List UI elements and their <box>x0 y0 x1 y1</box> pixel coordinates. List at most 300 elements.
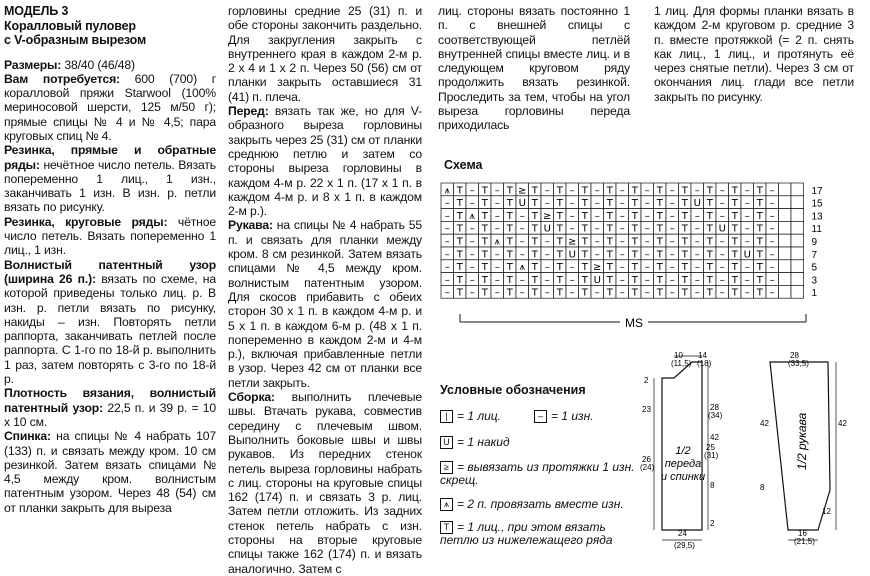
chart-cell-symbol: – <box>644 210 650 222</box>
dim-sleeve-top-alt: (33,5) <box>788 359 809 368</box>
chart-cell-symbol: T <box>681 236 688 248</box>
chart-cell-symbol: T <box>531 210 538 222</box>
rib-round-label: Резинка, круговые ряды: <box>4 214 168 229</box>
chart-cell-symbol: – <box>619 236 625 248</box>
chart-cell-symbol: – <box>744 223 750 235</box>
chart-cell-symbol: – <box>669 210 675 222</box>
chart-cell-symbol: – <box>669 249 675 261</box>
chart-cell-symbol: – <box>719 249 725 261</box>
rib-value: нечётное число петель. Вязать попеременно 1 лиц., 1 изн., заканчивать 1 изн. В изн. р. петли вязать по рисунку. <box>4 157 216 215</box>
legend-text: = 1 накид <box>457 435 510 449</box>
chart-cell-symbol: – <box>669 198 675 210</box>
back-value: на спицы № 4 набрать 107 (133) п. и связать между кром. 10 см резинкой. Затем вязать спицами № 4,5 между кром. волнистым патентным узором. Через 48 (54) см от планки закрыть для выреза <box>4 429 216 515</box>
chart-cell-symbol: T <box>556 287 563 299</box>
chart-cell-symbol: – <box>594 185 600 197</box>
sleeve-value: на спицы № 4 набрать 55 п. и связать для планки между кром. 8 см резинкой. Затем вязать спицами № 4,5 между кром. волнистым патентным узором. Для скосов прибавить с обеих сторон 30 х 1 п. в каждом 4-м р. и 5 х 1 п. в каждом 6-м р. (48 х 1 п. попеременно в каждом 2-м и 4-м р.), включая прибавленные петли в узор. Через 42 см от планки все петли закрыть. <box>228 218 422 390</box>
chart-cell-symbol: T <box>581 185 588 197</box>
chart-cell-symbol: T <box>556 210 563 222</box>
chart-cell-symbol: T <box>681 274 688 286</box>
chart-cell <box>779 221 792 234</box>
sizes-label: Размеры: <box>4 57 62 72</box>
chart-cell-symbol: – <box>644 223 650 235</box>
chart-cell-symbol: T <box>556 185 563 197</box>
chart-cell-symbol: – <box>544 262 550 274</box>
chart-cell <box>791 234 804 247</box>
chart-cell-symbol: – <box>669 262 675 274</box>
chart-cell-symbol: – <box>469 274 475 286</box>
chart-cell-symbol: – <box>594 236 600 248</box>
chart-cell-symbol: – <box>769 198 775 210</box>
chart-cell-symbol: T <box>656 223 663 235</box>
chart-cell-symbol: T <box>731 249 738 261</box>
chart-cell-symbol: T <box>731 185 738 197</box>
chart-cell-symbol: – <box>594 210 600 222</box>
chart-cell-symbol: T <box>506 223 513 235</box>
chart-cell-symbol: T <box>731 210 738 222</box>
chart-cell-symbol: T <box>656 198 663 210</box>
chart-cell-symbol: T <box>631 185 638 197</box>
chart-cell-symbol: T <box>706 210 713 222</box>
chart-cell-symbol: – <box>569 210 575 222</box>
chart-cell-symbol: ⩚ <box>444 185 451 197</box>
chart-cell-symbol: – <box>469 262 475 274</box>
chart-cell-symbol: T <box>506 262 513 274</box>
density-paragraph <box>4 386 216 429</box>
density-label: Плотность вязания, волнистый патентный узор: <box>4 386 216 415</box>
chart-cell-symbol: – <box>669 287 675 299</box>
rapport-bracket <box>460 314 806 330</box>
dim-slope: 2 <box>644 376 649 385</box>
chart-cell-symbol: – <box>769 287 775 299</box>
chart-cell-symbol: – <box>619 185 625 197</box>
dim-sleeve-bottom: 16 <box>798 529 807 538</box>
front-back-label: 1/2 переда и спинки <box>660 445 706 483</box>
chart-cell-symbol: – <box>469 198 475 210</box>
materials-label: Вам потребуется: <box>4 71 120 86</box>
chart-cell-symbol: T <box>656 185 663 197</box>
chart-cell-symbol: – <box>469 249 475 261</box>
dim-bottom-alt: (29,5) <box>674 541 695 550</box>
chart-cell-symbol: ⩚ <box>469 210 476 222</box>
dim-right-upper-alt: (34) <box>708 411 723 420</box>
chart-cell-symbol: – <box>519 249 525 261</box>
yarnover-symbol: U <box>440 436 453 449</box>
chart-cell-symbol: T <box>506 274 513 286</box>
chart-cell-symbol: – <box>769 274 775 286</box>
chart-cell-symbol: – <box>644 287 650 299</box>
chart-cell-symbol: T <box>506 249 513 261</box>
chart-cell <box>791 247 804 260</box>
chart-cell <box>779 234 792 247</box>
chart-cell-symbol: T <box>756 274 763 286</box>
back-paragraph <box>4 429 216 515</box>
chart-cell-symbol: T <box>531 262 538 274</box>
chart-cell-symbol: T <box>656 249 663 261</box>
chart-cell-symbol: – <box>769 223 775 235</box>
chart-cell-symbol: T <box>606 223 613 235</box>
rib-round-paragraph <box>4 215 216 258</box>
chart-cell-symbol: – <box>544 185 550 197</box>
chart-cell-symbol: T <box>631 198 638 210</box>
chart-cell-symbol: U <box>718 223 726 235</box>
chart-cell-symbol: T <box>631 287 638 299</box>
dim-right-lower: 25 <box>706 443 715 452</box>
chart-cell-symbol: T <box>456 274 463 286</box>
purl-two-together-symbol: ⩚ <box>440 498 453 511</box>
chart-cell-symbol: T <box>706 262 713 274</box>
chart-cell-symbol: – <box>619 249 625 261</box>
chart-cell-symbol: T <box>581 262 588 274</box>
sleeve-label: Рукава: <box>228 218 273 233</box>
chart-cell-symbol: – <box>494 198 500 210</box>
legend-text: = 2 п. провязать вместе изн. <box>457 497 624 511</box>
chart-cell-symbol: – <box>719 185 725 197</box>
chart-cell-symbol: T <box>606 185 613 197</box>
dim-left-mid: 26 <box>642 455 651 464</box>
chart-cell-symbol: T <box>456 198 463 210</box>
chart-cell-symbol: – <box>719 198 725 210</box>
chart-cell-symbol: T <box>631 223 638 235</box>
chart-cell-symbol: – <box>494 249 500 261</box>
wave-paragraph <box>4 258 216 387</box>
chart-cell <box>791 260 804 273</box>
chart-cell-symbol: T <box>631 274 638 286</box>
dim-right-hem: 2 <box>710 519 715 528</box>
chart-cell <box>779 247 792 260</box>
dim-right-band: 8 <box>710 481 715 490</box>
model-title: МОДЕЛЬ 3 Коралловый пуловер с V-образным вырезом <box>4 4 147 47</box>
chart-cell-symbol: – <box>694 236 700 248</box>
chart-cell-symbol: T <box>531 236 538 248</box>
chart-cell-symbol: – <box>569 185 575 197</box>
chart-cell-symbol: T <box>531 198 538 210</box>
chart-cell-symbol: T <box>606 274 613 286</box>
chart-cell-symbol: – <box>769 236 775 248</box>
chart-cell <box>779 273 792 286</box>
chart-cell-symbol: – <box>644 185 650 197</box>
chart-cell-symbol: – <box>769 262 775 274</box>
column-1 <box>4 4 216 515</box>
chart-cell-symbol: T <box>656 274 663 286</box>
chart-cell <box>779 260 792 273</box>
chart-cell-symbol: T <box>481 236 488 248</box>
chart-row-number: 17 <box>811 185 823 197</box>
chart-cell-symbol: – <box>519 210 525 222</box>
front-paragraph <box>228 104 422 218</box>
rib-paragraph <box>4 143 216 214</box>
legend-item-yarnover <box>440 436 510 449</box>
legend-text: = 1 лиц. <box>457 409 501 423</box>
chart-cell-symbol: T <box>656 236 663 248</box>
chart-cell-symbol: T <box>581 236 588 248</box>
chart-cell-symbol: – <box>569 198 575 210</box>
legend-item-knit-below <box>440 521 635 547</box>
chart-row-number: 13 <box>811 211 823 223</box>
legend-text: = 1 лиц., при этом вязать петлю из нижележащего ряда <box>440 520 613 548</box>
schema-title: Схема <box>444 158 483 172</box>
chart-cell-symbol: – <box>444 236 450 248</box>
chart-cell-symbol: U <box>543 223 551 235</box>
chart-cell-symbol: T <box>556 274 563 286</box>
chart-cell-symbol: – <box>744 262 750 274</box>
dim-sleeve-top: 28 <box>790 351 799 360</box>
chart-cell-symbol: – <box>444 198 450 210</box>
chart-grid <box>441 183 804 299</box>
chart-cell-symbol: – <box>744 210 750 222</box>
purl-symbol: – <box>534 410 547 423</box>
chart-cell-symbol: – <box>744 236 750 248</box>
chart-cell-symbol: T <box>506 210 513 222</box>
chart-cell-symbol: – <box>469 223 475 235</box>
chart-cell-symbol: – <box>469 287 475 299</box>
chart-cell-symbol: – <box>644 249 650 261</box>
chart-cell-symbol: T <box>606 262 613 274</box>
chart-cell-symbol: – <box>669 185 675 197</box>
chart-cell-symbol: T <box>631 210 638 222</box>
chart-cell-symbol: – <box>494 274 500 286</box>
chart-cell-symbol: T <box>531 223 538 235</box>
chart-cell-symbol: T <box>481 287 488 299</box>
knitting-chart <box>440 182 840 340</box>
chart-cell-symbol: U <box>568 249 576 261</box>
column-3 <box>438 4 630 133</box>
legend-item-twisted-purl <box>440 461 640 487</box>
chart-cell-symbol: – <box>544 274 550 286</box>
chart-cell-symbol: T <box>556 198 563 210</box>
chart-cell-symbol: U <box>743 249 751 261</box>
chart-cell-symbol: T <box>656 210 663 222</box>
chart-cell-symbol: T <box>756 223 763 235</box>
chart-cell-symbol: T <box>731 287 738 299</box>
knit-symbol: | <box>440 410 453 423</box>
chart-cell-symbol: – <box>494 262 500 274</box>
chart-cell-symbol: – <box>594 249 600 261</box>
chart-cell-symbol: T <box>606 236 613 248</box>
chart-cell-symbol: – <box>619 210 625 222</box>
chart-cell <box>791 209 804 222</box>
chart-cell-symbol: ⩚ <box>494 236 501 248</box>
chart-cell-symbol: T <box>556 236 563 248</box>
chart-cell-symbol: – <box>569 223 575 235</box>
chart-cell-symbol: – <box>769 210 775 222</box>
chart-cell-symbol: – <box>619 287 625 299</box>
chart-cell-symbol: T <box>481 210 488 222</box>
chart-cell-symbol: – <box>569 287 575 299</box>
chart-cell-symbol: – <box>694 223 700 235</box>
chart-cell-symbol: T <box>631 236 638 248</box>
chart-cell-symbol: – <box>669 274 675 286</box>
chart-cell-symbol: – <box>694 210 700 222</box>
chart-cell <box>791 273 804 286</box>
chart-cell-symbol: – <box>444 287 450 299</box>
chart-row-number: 7 <box>811 249 818 261</box>
chart-cell-symbol: – <box>744 274 750 286</box>
legend-text: = вывязать из протяжки 1 изн. скрещ. <box>440 460 635 488</box>
assembly-paragraph <box>228 390 422 576</box>
chart-cell-symbol: – <box>544 198 550 210</box>
chart-cell-symbol: T <box>481 262 488 274</box>
chart-row-number: 15 <box>811 198 823 210</box>
back-label: Спинка: <box>4 429 51 444</box>
chart-cell-symbol: T <box>581 210 588 222</box>
chart-cell-symbol: – <box>494 287 500 299</box>
edging-paragraph: лиц. стороны вязать постоянно 1 п. с внешней спицы с соответствующей петлёй внутренней спицы вместе лиц. и в следующем круговом ряду продолжить вязать резинкой. Проследить за тем, чтобы на угол выреза горловины переда приходилась <box>438 4 630 133</box>
chart-row-number: 9 <box>811 237 818 248</box>
rapport-label: MS <box>625 316 643 330</box>
chart-cell-symbol: T <box>531 274 538 286</box>
chart-cell-symbol: – <box>719 287 725 299</box>
chart-cell-symbol: – <box>444 210 450 222</box>
legend-title: Условные обозначения <box>440 383 586 397</box>
chart-cell-symbol: T <box>506 185 513 197</box>
dim-sleeve-height-right: 42 <box>838 419 847 428</box>
chart-cell-symbol: – <box>719 210 725 222</box>
rib-label: Резинка, прямые и обратные ряды: <box>4 143 216 172</box>
chart-cell-symbol: – <box>719 236 725 248</box>
sizes-value: 38/40 (46/48) <box>61 57 135 72</box>
column-2 <box>228 4 422 576</box>
chart-cell-symbol: T <box>756 210 763 222</box>
chart-cell-symbol: – <box>519 274 525 286</box>
chart-cell <box>779 196 792 209</box>
chart-cell-symbol: T <box>656 262 663 274</box>
chart-cell-symbol: T <box>456 262 463 274</box>
legend-item-purl-two-together <box>440 498 624 511</box>
chart-cell-symbol: T <box>706 223 713 235</box>
chart-cell-symbol: T <box>731 223 738 235</box>
chart-cell-symbol: ⩚ <box>519 262 526 274</box>
chart-cell-symbol: T <box>456 185 463 197</box>
chart-cell <box>779 209 792 222</box>
chart-cell-symbol: T <box>481 185 488 197</box>
dim-right-lower-alt: (31) <box>704 451 719 460</box>
chart-cell-symbol: – <box>769 185 775 197</box>
assembly-value: выполнить плечевые швы. Втачать рукава, совместив середину с плечевым швом. Выполнить боковые швы и швы рукавов. Из передних стенок петель выреза горловины набрать с лиц. стороны на круговые спицы 162 (174) п. и связать 3 р. лиц. Затем петли отложить. Из задних стенок петель набрать с изн. стороны на вторые круговые спицы также 162 (174) п. и вязать аналогично. Затем с <box>228 390 422 576</box>
chart-cell-symbol: – <box>469 185 475 197</box>
chart-cell-symbol: T <box>506 236 513 248</box>
chart-cell-symbol: – <box>444 262 450 274</box>
dim-neck: 23 <box>642 405 651 414</box>
chart-cell-symbol: – <box>744 185 750 197</box>
chart-cell-symbol: T <box>606 210 613 222</box>
chart-cell-symbol: U <box>693 198 701 210</box>
chart-cell-symbol: – <box>519 223 525 235</box>
legend-item-purl <box>534 410 594 423</box>
chart-cell-symbol: T <box>456 249 463 261</box>
dim-sleeve-hem: 12 <box>822 507 831 516</box>
chart-cell-symbol: – <box>644 198 650 210</box>
chart-cell-symbol: – <box>669 223 675 235</box>
chart-cell-symbol: – <box>444 249 450 261</box>
chart-cell-symbol: T <box>556 249 563 261</box>
chart-cell-symbol: T <box>456 287 463 299</box>
materials-value: 600 (700) г кораллoвой пряжи Starwool (100% мериносовой шерсти, 125 м/50 г); прямые спицы № 4 и № 4,5; пара круговых спиц № 4. <box>4 71 216 143</box>
dim-left-mid-alt: (24) <box>640 463 655 472</box>
chart-cell-symbol: T <box>481 198 488 210</box>
chart-cell-symbol: T <box>631 262 638 274</box>
density-value: 22,5 п. и 39 р. = 10 х 10 см. <box>4 400 216 429</box>
chart-cell-symbol: – <box>519 236 525 248</box>
wave-value: вязать по схеме, на которой приведены только лиц. р. В изн. р. петли вязать по рисунку, накиды – изн. Повторять петли раппорта, заканчивать петлей после раппорта. С 1-го по 18-й р. выполнить 1 раз, затем повторять с 3-го по 18-й р. <box>4 271 216 387</box>
chart-cell-symbol: – <box>619 223 625 235</box>
dim-right-total: 42 <box>710 433 719 442</box>
chart-cell-symbol: – <box>594 223 600 235</box>
chart-cell-symbol: T <box>456 236 463 248</box>
chart-cell-symbol: U <box>518 198 526 210</box>
chart-cell-symbol: U <box>593 274 601 286</box>
chart-cell-symbol: T <box>581 287 588 299</box>
chart-cell-symbol: – <box>694 262 700 274</box>
chart-cell-symbol: – <box>569 262 575 274</box>
legend-item-knit <box>440 410 501 423</box>
chart-cell-symbol: T <box>756 198 763 210</box>
chart-cell-symbol: – <box>744 198 750 210</box>
chart-cell-symbol: T <box>731 236 738 248</box>
chart-cell-symbol: T <box>731 198 738 210</box>
chart-cell-symbol: – <box>644 236 650 248</box>
chart-cell-symbol: T <box>756 185 763 197</box>
materials-paragraph <box>4 72 216 143</box>
chart-cell-symbol: ≥ <box>568 236 577 248</box>
chart-cell-symbol: T <box>656 287 663 299</box>
chart-cell-symbol: – <box>694 249 700 261</box>
chart-cell <box>779 285 792 298</box>
sleeve-paragraph <box>228 218 422 390</box>
chart-cell-symbol: – <box>544 249 550 261</box>
wave-label: Волнистый патентный узор (ширина 26 п.): <box>4 257 216 286</box>
chart-cell-symbol: T <box>681 185 688 197</box>
chart-cell-symbol: T <box>681 223 688 235</box>
chart-cell-symbol: T <box>706 274 713 286</box>
dim-bottom: 24 <box>678 529 687 538</box>
chart-cell-symbol: T <box>756 249 763 261</box>
dim-sleeve-height: 42 <box>760 419 769 428</box>
dim-top-left: 10 <box>674 351 683 360</box>
chart-cell-symbol: – <box>619 198 625 210</box>
chart-row-number: 5 <box>811 262 818 274</box>
pattern-diagram <box>640 350 866 553</box>
chart-cell-symbol: T <box>481 223 488 235</box>
chart-cell-symbol: T <box>581 223 588 235</box>
chart-row-number: 11 <box>811 224 822 236</box>
chart-cell-symbol: T <box>456 223 463 235</box>
chart-cell-symbol: – <box>769 249 775 261</box>
chart-cell-symbol: – <box>619 262 625 274</box>
chart-cell-symbol: T <box>631 249 638 261</box>
chart-cell-symbol: T <box>531 185 538 197</box>
chart-row-number: 1 <box>811 288 818 300</box>
chart-row-numbers <box>812 186 824 299</box>
chart-cell-symbol: – <box>494 210 500 222</box>
chart-cell-symbol: T <box>581 198 588 210</box>
chart-cell-symbol: – <box>594 287 600 299</box>
chart-cell-symbol: ≥ <box>543 210 552 222</box>
chart-cell-symbol: T <box>706 236 713 248</box>
chart-cell-symbol: T <box>681 262 688 274</box>
dim-top-left-alt: (11,5) <box>671 359 692 368</box>
chart-cell-symbol: ≥ <box>518 185 527 197</box>
chart-cell-symbol: T <box>481 274 488 286</box>
chart-cell-symbol: T <box>681 287 688 299</box>
chart-cell-symbol: T <box>456 210 463 222</box>
dim-sleeve-band: 8 <box>760 483 765 492</box>
chart-cell-symbol: – <box>494 185 500 197</box>
legend-text: = 1 изн. <box>551 409 594 423</box>
chart-cell <box>791 221 804 234</box>
chart-cell-symbol: T <box>606 287 613 299</box>
chart-cell-symbol: T <box>581 249 588 261</box>
dim-sleeve-bottom-alt: (21,5) <box>794 537 815 546</box>
